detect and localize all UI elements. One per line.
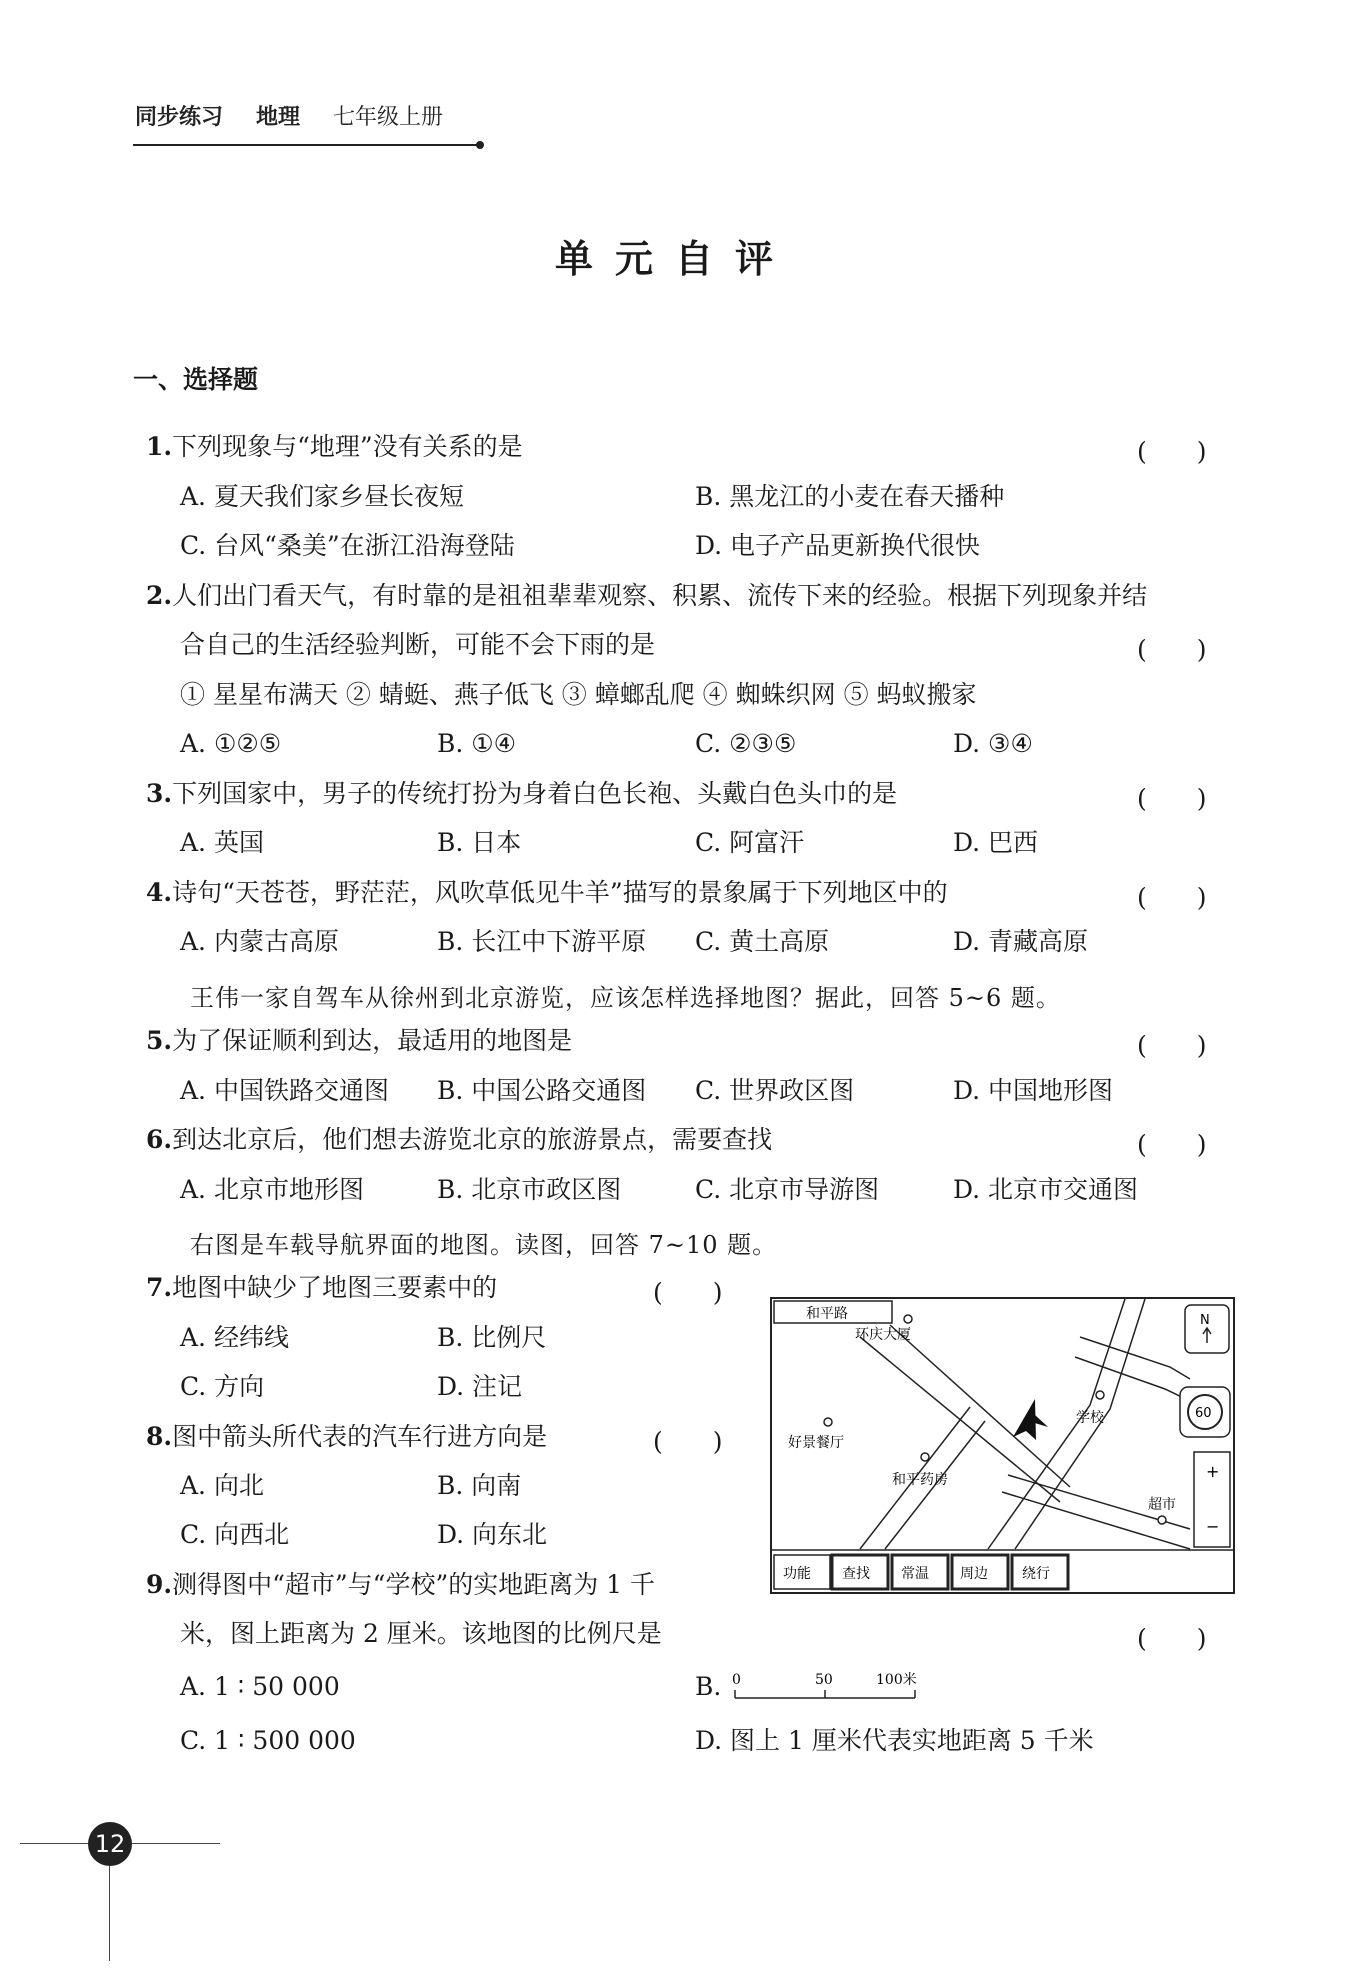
option-9b: B.: [695, 1672, 722, 1701]
option-4c: C. 黄土高原: [695, 927, 830, 956]
page-number: 12: [88, 1822, 132, 1866]
zoom-in-button[interactable]: +: [1206, 1462, 1220, 1481]
compass-north-label: N: [1200, 1313, 1210, 1328]
question-4: [146, 878, 948, 908]
map-button-nearby-label: 周边: [960, 1566, 988, 1582]
question-1: [146, 432, 523, 462]
poi-school-marker: [1096, 1391, 1104, 1399]
poi-pharmacy-marker: [921, 1453, 929, 1461]
option-9c: C. 1 ∶ 500 000: [180, 1726, 356, 1755]
question-stem: 诗句“天苍苍，野茫茫，风吹草低见牛羊”描写的景象属于下列地区中的: [172, 878, 948, 907]
option-4a: A. 内蒙古高原: [180, 927, 339, 956]
poi-huanqing-label: 环庆大厦: [855, 1327, 911, 1343]
option-3c: C. 阿富汗: [695, 828, 805, 857]
poi-haojing-label: 好景餐厅: [788, 1435, 844, 1451]
option-2d: D. ③④: [953, 729, 1033, 758]
page-title: 单元自评: [554, 237, 795, 281]
option-1b: B. 黑龙江的小麦在春天播种: [695, 482, 1005, 511]
question-number: 6.: [146, 1125, 173, 1154]
poi-supermarket-marker: [1158, 1516, 1166, 1524]
series-name: 同步练习: [135, 105, 224, 130]
question-stem: 为了保证顺利到达，最适用的地图是: [172, 1026, 573, 1055]
question-stem: 下列国家中，男子的传统打扮为身着白色长袍、头戴白色头巾的是: [172, 779, 898, 808]
map-button-normal-temp-label: 常温: [901, 1566, 929, 1582]
question-6: [146, 1125, 772, 1155]
option-5d: D. 中国地形图: [953, 1076, 1114, 1105]
answer-blank-9[interactable]: ( ): [1137, 1624, 1207, 1653]
grade-name: 七年级上册: [333, 105, 444, 130]
option-5a: A. 中国铁路交通图: [180, 1076, 389, 1105]
poi-supermarket-label: 超市: [1148, 1497, 1176, 1513]
option-3b: B. 日本: [437, 828, 522, 857]
map-button-detour-label: 绕行: [1022, 1566, 1050, 1582]
answer-blank-1[interactable]: ( ): [1137, 437, 1207, 466]
question-number: 9.: [146, 1570, 173, 1599]
answer-blank-5[interactable]: ( ): [1137, 1031, 1207, 1060]
answer-blank-3[interactable]: ( ): [1137, 784, 1207, 813]
question-7: [146, 1273, 497, 1303]
option-2a: A. ①②⑤: [180, 729, 282, 758]
answer-blank-6[interactable]: ( ): [1137, 1130, 1207, 1159]
option-7c: C. 方向: [180, 1372, 265, 1401]
option-8a: A. 向北: [180, 1471, 264, 1500]
navigation-map: [770, 1297, 1235, 1594]
question-9: [146, 1570, 655, 1600]
road-label: 和平路: [806, 1306, 848, 1322]
option-4d: D. 青藏高原: [953, 927, 1089, 956]
poi-school-label: 学校: [1076, 1410, 1104, 1426]
question-number: 1.: [146, 432, 173, 461]
option-6c: C. 北京市导游图: [695, 1175, 880, 1204]
intro-questions-7-10: 右图是车载导航界面的地图。读图，回答 7~10 题。: [190, 1231, 778, 1259]
option-5b: B. 中国公路交通图: [437, 1076, 647, 1105]
scale-label-0: 0: [732, 1672, 741, 1688]
option-2b: B. ①④: [437, 729, 517, 758]
option-3a: A. 英国: [180, 828, 264, 857]
option-7a: A. 经纬线: [180, 1323, 289, 1352]
option-5c: C. 世界政区图: [695, 1076, 855, 1105]
question-stem: 地图中缺少了地图三要素中的: [172, 1273, 498, 1302]
subject-name: 地理: [256, 105, 301, 130]
map-button-bar: [774, 1555, 1068, 1589]
poi-huanqing-marker: [904, 1315, 912, 1323]
section-title: 一、选择题: [133, 365, 259, 394]
scale-label-100: 100米: [876, 1672, 917, 1688]
option-7b: B. 比例尺: [437, 1323, 547, 1352]
option-9d: D. 图上 1 厘米代表实地距离 5 千米: [695, 1726, 1094, 1755]
question-2: [146, 581, 1147, 611]
question-stem: 下列现象与“地理”没有关系的是: [172, 432, 523, 461]
question-number: 5.: [146, 1026, 173, 1055]
question-stem: 测得图中“超市”与“学校”的实地距离为 1 千: [172, 1570, 656, 1599]
option-8b: B. 向南: [437, 1471, 522, 1500]
option-7d: D. 注记: [437, 1372, 523, 1401]
question-number: 4.: [146, 878, 173, 907]
poi-haojing-marker: [824, 1418, 832, 1426]
option-3d: D. 巴西: [953, 828, 1039, 857]
answer-blank-7[interactable]: ( ): [653, 1278, 723, 1307]
speed-limit-value: 60: [1195, 1406, 1212, 1421]
option-8c: C. 向西北: [180, 1520, 290, 1549]
intro-questions-5-6: 王伟一家自驾车从徐州到北京游览，应该怎样选择地图？据此，回答 5~6 题。: [190, 984, 1061, 1012]
scale-bar: [730, 1668, 930, 1708]
header-rule: [133, 144, 480, 146]
question-2-continued: 合自己的生活经验判断，可能不会下雨的是: [180, 630, 656, 659]
map-button-function-label: 功能: [783, 1566, 811, 1582]
option-2c: C. ②③⑤: [695, 729, 797, 758]
zoom-out-button[interactable]: −: [1206, 1517, 1220, 1536]
question-number: 8.: [146, 1422, 173, 1451]
footer-vertical-rule: [109, 1866, 110, 1961]
question-3: [146, 779, 897, 809]
option-1d: D. 电子产品更新换代很快: [695, 531, 981, 560]
scale-label-50: 50: [815, 1672, 833, 1688]
question-number: 3.: [146, 779, 173, 808]
map-button-search-label: 查找: [842, 1566, 870, 1582]
question-5: [146, 1026, 572, 1056]
poi-pharmacy-label: 和平药房: [892, 1472, 948, 1488]
option-6d: D. 北京市交通图: [953, 1175, 1139, 1204]
question-2-items: ① 星星布满天 ② 蜻蜓、燕子低飞 ③ 蟑螂乱爬 ④ 蜘蛛织网 ⑤ 蚂蚁搬家: [180, 680, 977, 709]
option-6b: B. 北京市政区图: [437, 1175, 622, 1204]
option-1a: A. 夏天我们家乡昼长夜短: [180, 482, 464, 511]
running-header: [135, 100, 443, 131]
answer-blank-2[interactable]: ( ): [1137, 635, 1207, 664]
question-number: 7.: [146, 1273, 173, 1302]
header-rule-dot: [476, 141, 484, 149]
option-1c: C. 台风“桑美”在浙江沿海登陆: [180, 531, 515, 560]
question-8: [146, 1422, 547, 1452]
option-6a: A. 北京市地形图: [180, 1175, 364, 1204]
answer-blank-8[interactable]: ( ): [653, 1427, 723, 1456]
option-8d: D. 向东北: [437, 1520, 548, 1549]
answer-blank-4[interactable]: ( ): [1137, 883, 1207, 912]
question-9-continued: 米，图上距离为 2 厘米。该地图的比例尺是: [180, 1619, 662, 1648]
question-stem: 人们出门看天气，有时靠的是祖祖辈辈观察、积累、流传下来的经验。根据下列现象并结: [172, 581, 1148, 610]
option-9a: A. 1 ∶ 50 000: [180, 1672, 340, 1701]
question-number: 2.: [146, 581, 173, 610]
option-4b: B. 长江中下游平原: [437, 927, 647, 956]
question-stem: 到达北京后，他们想去游览北京的旅游景点，需要查找: [172, 1125, 773, 1154]
question-stem: 图中箭头所代表的汽车行进方向是: [172, 1422, 548, 1451]
